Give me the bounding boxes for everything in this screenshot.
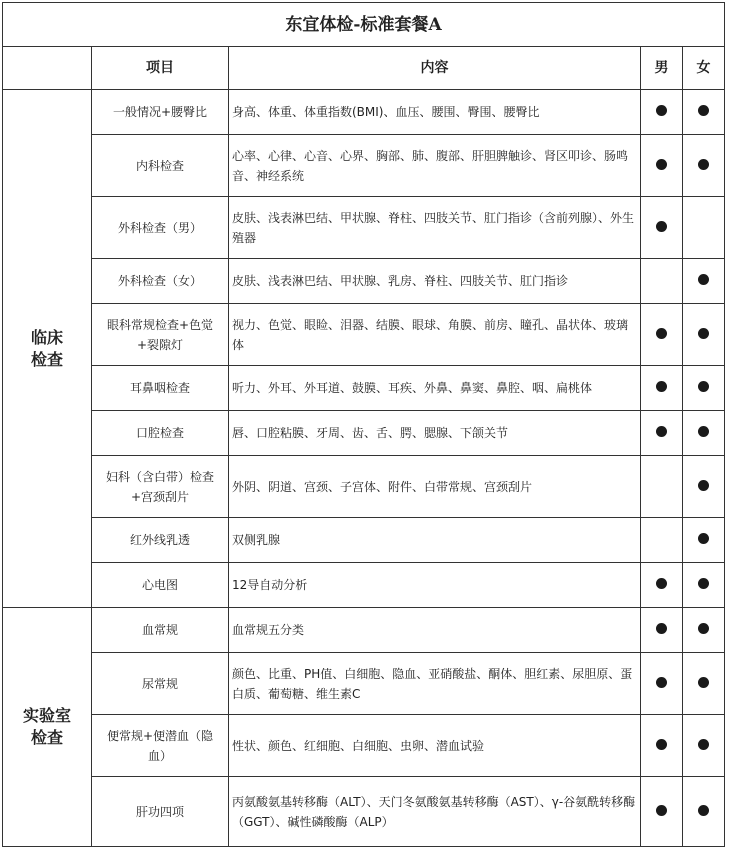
female-mark-cell bbox=[683, 653, 725, 715]
included-dot-icon bbox=[656, 221, 667, 232]
included-dot-icon bbox=[656, 159, 667, 170]
content-cell: 性状、颜色、红细胞、白细胞、虫卵、潜血试验 bbox=[229, 715, 641, 777]
female-mark-cell bbox=[683, 456, 725, 518]
table-row bbox=[3, 90, 725, 135]
included-dot-icon bbox=[698, 381, 709, 392]
item-cell: 血常规 bbox=[92, 608, 229, 653]
header-item: 项目 bbox=[92, 47, 229, 90]
header-female: 女 bbox=[683, 47, 725, 90]
table-row bbox=[3, 411, 725, 456]
included-dot-icon bbox=[656, 578, 667, 589]
item-cell: 尿常规 bbox=[92, 653, 229, 715]
included-dot-icon bbox=[656, 328, 667, 339]
header-male: 男 bbox=[641, 47, 683, 90]
female-mark-cell bbox=[683, 563, 725, 608]
female-mark-cell bbox=[683, 715, 725, 777]
included-dot-icon bbox=[698, 426, 709, 437]
included-dot-icon bbox=[656, 105, 667, 116]
table-row bbox=[3, 259, 725, 304]
item-cell: 红外线乳透 bbox=[92, 518, 229, 563]
female-mark-cell bbox=[683, 90, 725, 135]
content-cell: 颜色、比重、PH值、白细胞、隐血、亚硝酸盐、酮体、胆红素、尿胆原、蛋白质、葡萄糖、维生素C bbox=[229, 653, 641, 715]
included-dot-icon bbox=[698, 274, 709, 285]
included-dot-icon bbox=[656, 677, 667, 688]
included-dot-icon bbox=[698, 623, 709, 634]
item-cell: 口腔检查 bbox=[92, 411, 229, 456]
female-mark-cell bbox=[683, 411, 725, 456]
category-cell bbox=[3, 90, 92, 608]
included-dot-icon bbox=[656, 426, 667, 437]
content-cell: 视力、色觉、眼睑、泪器、结膜、眼球、角膜、前房、瞳孔、晶状体、玻璃体 bbox=[229, 304, 641, 366]
male-mark-cell bbox=[641, 366, 683, 411]
male-mark-cell bbox=[641, 135, 683, 197]
male-mark-cell bbox=[641, 197, 683, 259]
included-dot-icon bbox=[656, 623, 667, 634]
table-row bbox=[3, 456, 725, 518]
table-row bbox=[3, 304, 725, 366]
category-label-line1: 实验室 bbox=[22, 706, 71, 725]
header-content: 内容 bbox=[229, 47, 641, 90]
table-row bbox=[3, 197, 725, 259]
category-label-line2: 检查 bbox=[30, 349, 63, 369]
category-label-line1: 临床 bbox=[30, 327, 63, 347]
content-cell: 皮肤、浅表淋巴结、甲状腺、脊柱、四肢关节、肛门指诊（含前列腺）、外生殖器 bbox=[229, 197, 641, 259]
page-title: 东宜体检-标准套餐A bbox=[3, 3, 725, 47]
female-mark-cell bbox=[683, 135, 725, 197]
female-mark-cell bbox=[683, 777, 725, 847]
item-cell: 便常规+便潜血（隐血） bbox=[92, 715, 229, 777]
item-cell: 妇科（含白带）检查+宫颈刮片 bbox=[92, 456, 229, 518]
male-mark-cell bbox=[641, 411, 683, 456]
male-mark-cell bbox=[641, 563, 683, 608]
table-row bbox=[3, 777, 725, 847]
table-row bbox=[3, 518, 725, 563]
content-cell: 身高、体重、体重指数(BMI)、血压、腰围、臀围、腰臀比 bbox=[229, 90, 641, 135]
table-row bbox=[3, 563, 725, 608]
table-row bbox=[3, 608, 725, 653]
content-cell: 外阴、阴道、宫颈、子宫体、附件、白带常规、宫颈刮片 bbox=[229, 456, 641, 518]
female-mark-cell bbox=[683, 518, 725, 563]
male-mark-cell bbox=[641, 518, 683, 563]
table-row bbox=[3, 715, 725, 777]
content-cell: 血常规五分类 bbox=[229, 608, 641, 653]
package-table bbox=[2, 2, 725, 847]
content-cell: 丙氨酸氨基转移酶（ALT）、天门冬氨酸氨基转移酶（AST）、γ-谷氨酰转移酶（GGT）、碱性磷酸酶（ALP） bbox=[229, 777, 641, 847]
item-cell: 肝功四项 bbox=[92, 777, 229, 847]
included-dot-icon bbox=[656, 739, 667, 750]
content-cell: 心率、心律、心音、心界、胸部、肺、腹部、肝胆脾触诊、肾区叩诊、肠鸣音、神经系统 bbox=[229, 135, 641, 197]
included-dot-icon bbox=[698, 578, 709, 589]
included-dot-icon bbox=[698, 159, 709, 170]
table-row bbox=[3, 653, 725, 715]
content-cell: 皮肤、浅表淋巴结、甲状腺、乳房、脊柱、四肢关节、肛门指诊 bbox=[229, 259, 641, 304]
item-cell: 外科检查（男） bbox=[92, 197, 229, 259]
male-mark-cell bbox=[641, 304, 683, 366]
item-cell: 内科检查 bbox=[92, 135, 229, 197]
category-label-line2: 检查 bbox=[30, 728, 63, 747]
content-cell: 双侧乳腺 bbox=[229, 518, 641, 563]
included-dot-icon bbox=[698, 533, 709, 544]
included-dot-icon bbox=[698, 480, 709, 491]
included-dot-icon bbox=[698, 328, 709, 339]
content-cell: 唇、口腔粘膜、牙周、齿、舌、腭、腮腺、下颌关节 bbox=[229, 411, 641, 456]
item-cell: 心电图 bbox=[92, 563, 229, 608]
included-dot-icon bbox=[698, 805, 709, 816]
female-mark-cell bbox=[683, 366, 725, 411]
male-mark-cell bbox=[641, 777, 683, 847]
item-cell: 眼科常规检查+色觉+裂隙灯 bbox=[92, 304, 229, 366]
male-mark-cell bbox=[641, 90, 683, 135]
item-cell: 耳鼻咽检查 bbox=[92, 366, 229, 411]
content-cell: 12导自动分析 bbox=[229, 563, 641, 608]
item-cell: 外科检查（女） bbox=[92, 259, 229, 304]
category-cell bbox=[3, 608, 92, 847]
male-mark-cell bbox=[641, 456, 683, 518]
item-cell: 一般情况+腰臀比 bbox=[92, 90, 229, 135]
table-row bbox=[3, 135, 725, 197]
included-dot-icon bbox=[698, 105, 709, 116]
included-dot-icon bbox=[698, 739, 709, 750]
content-cell: 听力、外耳、外耳道、鼓膜、耳疾、外鼻、鼻窦、鼻腔、咽、扁桃体 bbox=[229, 366, 641, 411]
female-mark-cell bbox=[683, 304, 725, 366]
table-row bbox=[3, 366, 725, 411]
male-mark-cell bbox=[641, 259, 683, 304]
male-mark-cell bbox=[641, 653, 683, 715]
male-mark-cell bbox=[641, 608, 683, 653]
included-dot-icon bbox=[656, 805, 667, 816]
female-mark-cell bbox=[683, 608, 725, 653]
female-mark-cell bbox=[683, 197, 725, 259]
male-mark-cell bbox=[641, 715, 683, 777]
included-dot-icon bbox=[656, 381, 667, 392]
header-category bbox=[3, 47, 92, 90]
included-dot-icon bbox=[698, 677, 709, 688]
female-mark-cell bbox=[683, 259, 725, 304]
